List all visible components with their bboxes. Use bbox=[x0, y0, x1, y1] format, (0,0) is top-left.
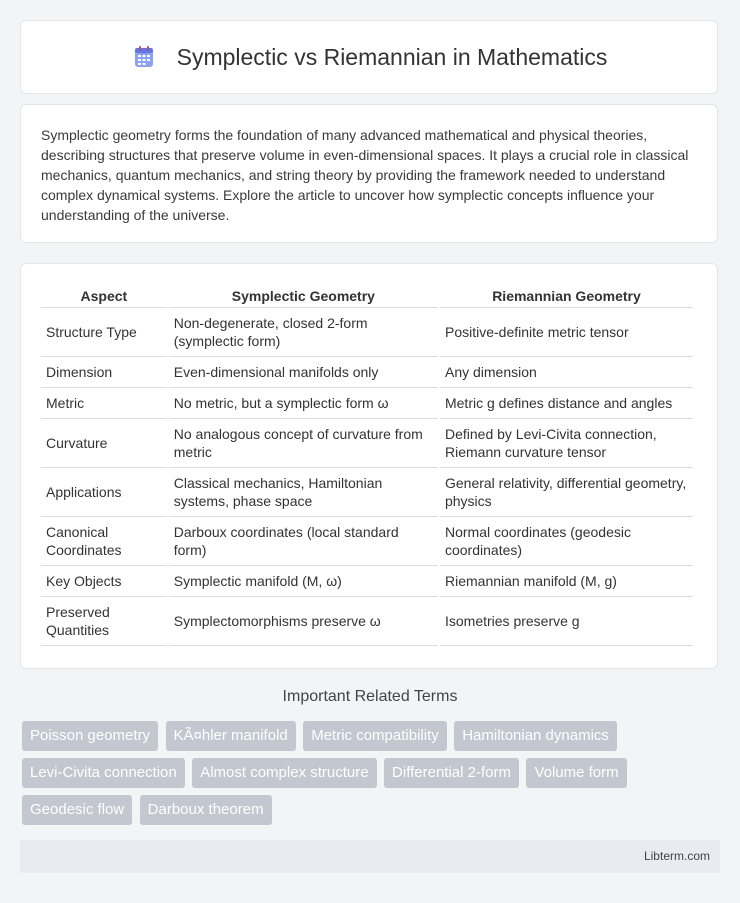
table-row bbox=[41, 597, 693, 646]
cell-riemannian: Normal coordinates (geodesic coordinates) bbox=[440, 517, 693, 566]
table-row bbox=[41, 566, 693, 597]
cell-riemannian: Positive-definite metric tensor bbox=[440, 308, 693, 357]
related-terms-title: Important Related Terms bbox=[282, 688, 458, 705]
cell-aspect: Preserved Quantities bbox=[41, 597, 167, 646]
cell-aspect: Metric bbox=[41, 388, 167, 419]
tag-hamiltonian-dynamics[interactable]: Hamiltonian dynamics bbox=[454, 721, 617, 751]
tag-levi-civita-connection[interactable]: Levi-Civita connection bbox=[22, 758, 185, 788]
cell-aspect: Curvature bbox=[41, 419, 167, 468]
comparison-card bbox=[20, 263, 718, 669]
header-card bbox=[20, 20, 718, 94]
table-row bbox=[41, 419, 693, 468]
tag-almost-complex-structure[interactable]: Almost complex structure bbox=[192, 758, 376, 788]
cell-aspect: Key Objects bbox=[41, 566, 167, 597]
cell-symplectic: No analogous concept of curvature from metric bbox=[169, 419, 438, 468]
tag-kahler-manifold[interactable]: KÃ¤hler manifold bbox=[166, 721, 296, 751]
cell-riemannian: Any dimension bbox=[440, 357, 693, 388]
cell-riemannian: Metric g defines distance and angles bbox=[440, 388, 693, 419]
cell-symplectic: No metric, but a symplectic form ω bbox=[169, 388, 438, 419]
cell-symplectic: Symplectic manifold (M, ω) bbox=[169, 566, 438, 597]
table-header-row bbox=[41, 284, 693, 308]
header-aspect: Aspect bbox=[41, 284, 167, 308]
table-row bbox=[41, 388, 693, 419]
tag-darboux-theorem[interactable]: Darboux theorem bbox=[140, 795, 272, 825]
tag-geodesic-flow[interactable]: Geodesic flow bbox=[22, 795, 132, 825]
cell-symplectic: Symplectomorphisms preserve ω bbox=[169, 597, 438, 646]
table-row bbox=[41, 357, 693, 388]
cell-symplectic: Darboux coordinates (local standard form) bbox=[169, 517, 438, 566]
tag-volume-form[interactable]: Volume form bbox=[526, 758, 626, 788]
document-grid-icon bbox=[131, 44, 157, 70]
intro-card bbox=[20, 104, 718, 243]
cell-symplectic: Even-dimensional manifolds only bbox=[169, 357, 438, 388]
cell-aspect: Dimension bbox=[41, 357, 167, 388]
cell-symplectic: Classical mechanics, Hamiltonian systems, phase space bbox=[169, 468, 438, 517]
table-row bbox=[41, 308, 693, 357]
cell-aspect: Canonical Coordinates bbox=[41, 517, 167, 566]
tag-metric-compatibility[interactable]: Metric compatibility bbox=[303, 721, 447, 751]
header-riemannian: Riemannian Geometry bbox=[440, 284, 693, 308]
related-terms-list bbox=[22, 721, 722, 832]
footer-brand-link[interactable]: Libterm.com bbox=[643, 849, 710, 863]
table-row bbox=[41, 517, 693, 566]
cell-aspect: Structure Type bbox=[41, 308, 167, 357]
intro-text: Symplectic geometry forms the foundation of many advanced mathematical and physical theories, describing structures that preserve volume in even-dimensional spaces. It plays a crucial role in classical mechanics, quantum mechanics, and string theory by providing the framework needed to understand complex dynamical systems. Explore the article to uncover how symplectic concepts influence your understanding of the universe. bbox=[41, 127, 689, 223]
cell-aspect: Applications bbox=[41, 468, 167, 517]
tag-differential-2-form[interactable]: Differential 2-form bbox=[384, 758, 519, 788]
cell-riemannian: General relativity, differential geometry, physics bbox=[440, 468, 693, 517]
footer bbox=[20, 840, 720, 873]
cell-riemannian: Isometries preserve g bbox=[440, 597, 693, 646]
cell-symplectic: Non-degenerate, closed 2-form (symplectic form) bbox=[169, 308, 438, 357]
tag-poisson-geometry[interactable]: Poisson geometry bbox=[22, 721, 158, 751]
page-title: Symplectic vs Riemannian in Mathematics bbox=[176, 43, 608, 70]
cell-riemannian: Defined by Levi-Civita connection, Riemann curvature tensor bbox=[440, 419, 693, 468]
header-symplectic: Symplectic Geometry bbox=[169, 284, 438, 308]
table-row bbox=[41, 468, 693, 517]
cell-riemannian: Riemannian manifold (M, g) bbox=[440, 566, 693, 597]
comparison-table bbox=[39, 284, 695, 646]
